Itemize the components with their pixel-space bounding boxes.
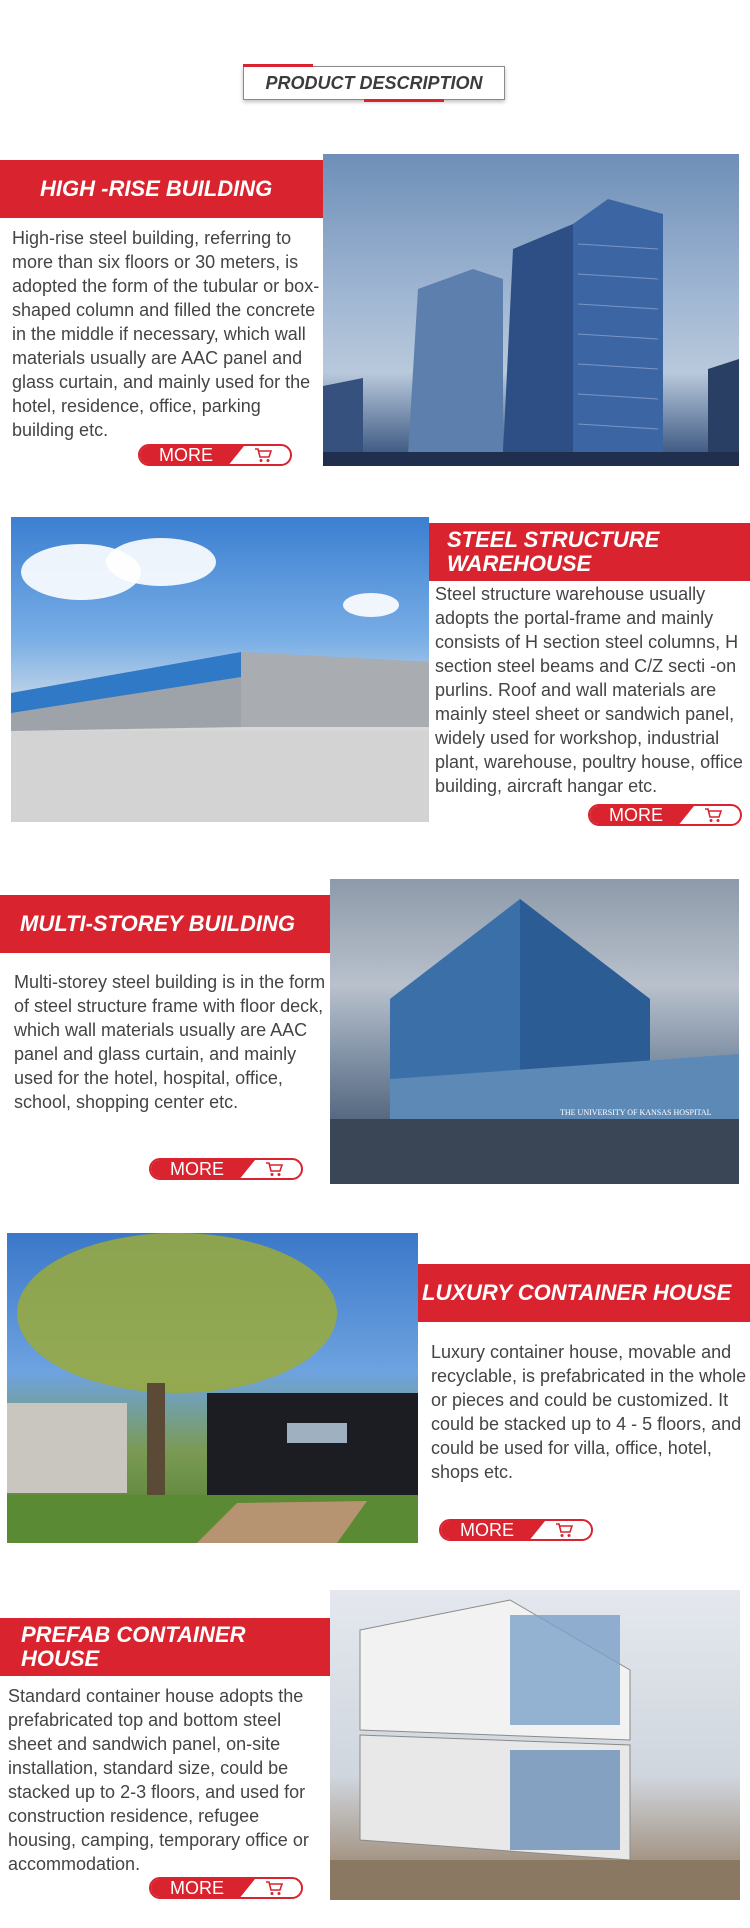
multi-storey-illustration bbox=[330, 879, 739, 1184]
section-title-line1: STEEL STRUCTURE bbox=[447, 527, 660, 552]
cart-icon bbox=[254, 447, 272, 463]
more-button-label: MORE bbox=[609, 804, 663, 825]
section-text-prefab-container: Standard container house adopts the prefabricated top and bottom steel sheet and sandwich panel, on-site installation, standard size, could be stacked up to 2-3 floors, and used for construction residence, refugee housing, camping, temporary office or accommodation. bbox=[8, 1686, 309, 1874]
image-multi-storey-building bbox=[330, 879, 739, 1184]
image-steel-warehouse bbox=[11, 517, 429, 822]
cart-icon bbox=[555, 1522, 573, 1538]
product-description-header bbox=[243, 66, 505, 100]
section-title-line1: PREFAB CONTAINER bbox=[21, 1622, 246, 1647]
cart-icon bbox=[265, 1880, 283, 1896]
more-button-prefab-container[interactable] bbox=[149, 1877, 303, 1899]
high-rise-illustration bbox=[323, 154, 739, 466]
more-button-label: MORE bbox=[170, 1877, 224, 1898]
more-button-luxury-container[interactable] bbox=[439, 1519, 593, 1541]
more-button-multi-storey[interactable] bbox=[149, 1158, 303, 1180]
section-title-steel-warehouse bbox=[429, 523, 750, 581]
hospital-sign: THE UNIVERSITY OF KANSAS HOSPITAL bbox=[560, 1108, 712, 1117]
section-title-prefab-container bbox=[0, 1618, 330, 1676]
more-button-label: MORE bbox=[170, 1158, 224, 1179]
more-button-label: MORE bbox=[460, 1519, 514, 1540]
prefab-container-illustration bbox=[330, 1590, 740, 1900]
section-text-high-rise: High-rise steel building, referring to more than six floors or 30 meters, is adopted the form of the tubular or box-shaped column and filled the concrete in the middle if necessary, which wall materials usually are AAC panel and glass curtain, and mainly used for the hotel, residence, office, parking building etc. bbox=[12, 228, 320, 440]
image-prefab-container-house bbox=[330, 1590, 740, 1900]
section-text-multi-storey: Multi-storey steel building is in the form of steel structure frame with floor deck, which wall materials usually are AAC panel and glass curtain, and mainly used for the hotel, hospital, office, school, shopping center etc. bbox=[14, 972, 326, 1112]
section-title-multi-storey bbox=[0, 895, 330, 953]
image-high-rise-building bbox=[323, 154, 739, 466]
cart-icon bbox=[265, 1161, 283, 1177]
cart-icon bbox=[704, 807, 722, 823]
section-title-luxury-container bbox=[418, 1264, 750, 1322]
section-title-line2: HOUSE bbox=[21, 1646, 100, 1671]
header-accent-bottom bbox=[364, 99, 444, 102]
section-title-text: MULTI-STOREY BUILDING bbox=[20, 911, 295, 936]
image-luxury-container-house bbox=[7, 1233, 418, 1543]
section-title-text: LUXURY CONTAINER HOUSE bbox=[422, 1280, 732, 1305]
warehouse-illustration bbox=[11, 517, 429, 822]
section-title-text: HIGH -RISE BUILDING bbox=[40, 176, 273, 201]
section-text-luxury-container: Luxury container house, movable and recyclable, is prefabricated in the whole or pieces and could be customized. It could be stacked up to 4 - 5 floors, and could be used for villa, office, hotel, shops etc. bbox=[431, 1342, 747, 1482]
more-button-high-rise[interactable] bbox=[138, 444, 292, 466]
header-title: PRODUCT DESCRIPTION bbox=[265, 72, 483, 93]
section-text-steel-warehouse: Steel structure warehouse usually adopts the portal-frame and mainly consists of H section steel columns, H section steel beams and C/Z secti -on purlins. Roof and wall materials are mainly steel sheet or sandwich panel, widely used for workshop, industrial plant, warehouse, poultry house, office building, aircraft hangar etc. bbox=[435, 584, 743, 796]
more-button-steel-warehouse[interactable] bbox=[588, 804, 742, 826]
section-title-high-rise bbox=[0, 160, 324, 218]
section-title-line2: WAREHOUSE bbox=[447, 551, 592, 576]
container-house-illustration bbox=[7, 1233, 418, 1543]
more-button-label: MORE bbox=[159, 444, 213, 465]
